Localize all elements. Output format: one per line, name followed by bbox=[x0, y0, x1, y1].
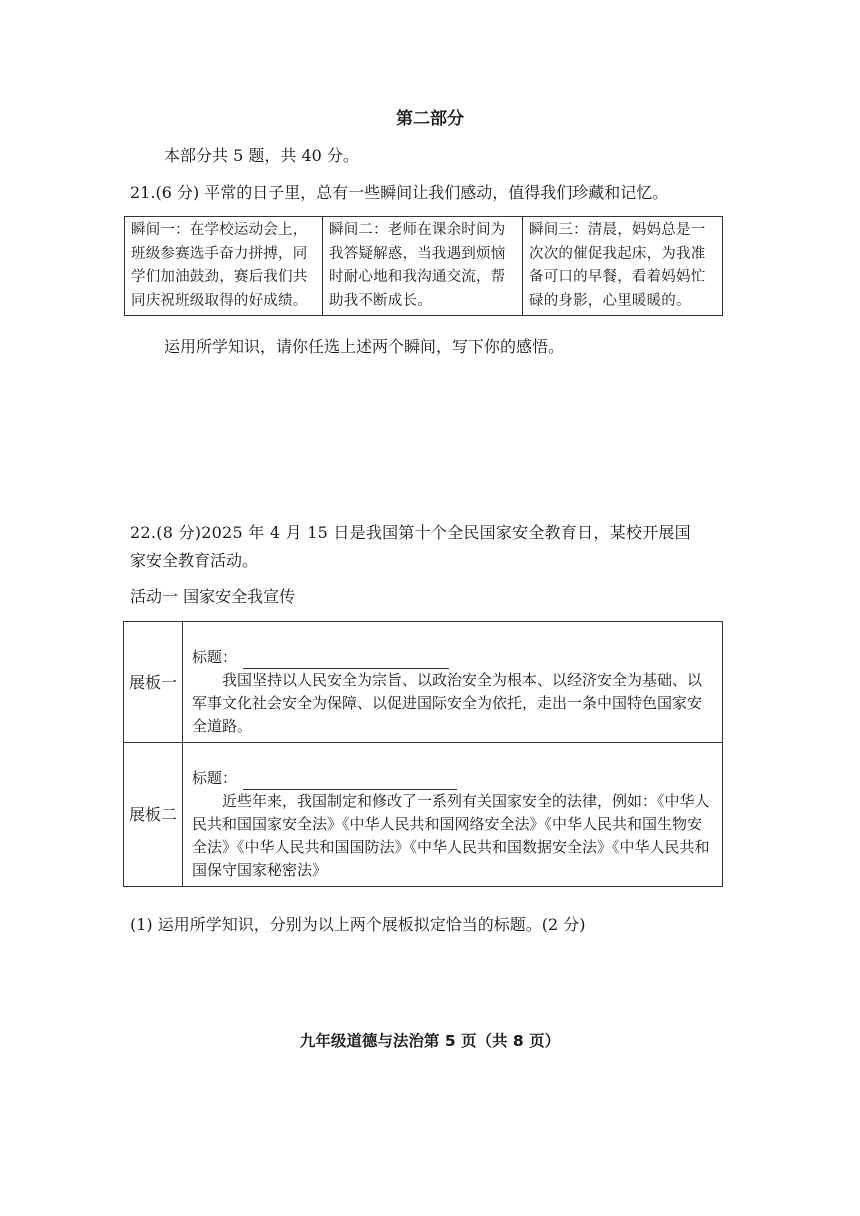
q21-moments-table bbox=[124, 216, 723, 316]
section-intro: 本部分共 5 题，共 40 分。 bbox=[164, 146, 359, 165]
board-2-title-blank bbox=[243, 775, 457, 790]
board-2-text: 近些年来，我国制定和修改了一系列有关国家安全的法律，例如：《中华人民共和国国家安全法》《中华人民共和国网络安全法》《中华人民共和国生物安全法》《中华人民共和国国防法》《中华人民共和国数据安全法》《中华人民共和国保守国家秘密法》 bbox=[192, 792, 710, 879]
board-1-content bbox=[183, 622, 723, 743]
q21-prompt: 运用所学知识，请你任选上述两个瞬间，写下你的感悟。 bbox=[164, 337, 565, 356]
moment-2: 瞬间二：老师在课余时间为我答疑解惑，当我遇到烦恼时耐心地和我沟通交流，帮助我不断成长。 bbox=[323, 217, 523, 316]
activity-1-heading: 活动一 国家安全我宣传 bbox=[130, 587, 296, 606]
page-footer: 九年级道德与法治第 5 页（共 8 页） bbox=[299, 1032, 561, 1050]
q21-stem: 21.(6 分) 平常的日子里，总有一些瞬间让我们感动，值得我们珍藏和记忆。 bbox=[130, 183, 669, 202]
board-1-title-label: 标题： bbox=[192, 648, 238, 666]
board-2-label: 展板二 bbox=[124, 743, 183, 887]
board-1-title-row bbox=[192, 646, 714, 669]
board-2-content bbox=[183, 743, 723, 887]
q22-stem-line2: 家安全教育活动。 bbox=[130, 551, 259, 570]
board-1-text: 我国坚持以人民安全为宗旨、以政治安全为根本、以经济安全为基础、以军事文化社会安全为保障、以促进国际安全为依托，走出一条中国特色国家安全道路。 bbox=[192, 671, 703, 735]
q22-stem-line1: 22.(8 分)2025 年 4 月 15 日是我国第十个全民国家安全教育日，某校开展国 bbox=[130, 523, 691, 542]
q22-sub1: (1) 运用所学知识，分别为以上两个展板拟定恰当的标题。(2 分) bbox=[130, 915, 586, 934]
section-title: 第二部分 bbox=[396, 109, 464, 129]
exhibition-boards-table bbox=[123, 621, 723, 887]
moment-1: 瞬间一：在学校运动会上，班级参赛选手奋力拼搏，同学们加油鼓劲，赛后我们共同庆祝班级取得的好成绩。 bbox=[125, 217, 323, 316]
board-2-title-label: 标题： bbox=[192, 769, 238, 787]
board-2-title-row bbox=[192, 767, 714, 790]
board-1-title-blank bbox=[243, 654, 449, 669]
board-1-label: 展板一 bbox=[124, 622, 183, 743]
moment-3: 瞬间三：清晨，妈妈总是一次次的催促我起床，为我准备可口的早餐，看着妈妈忙碌的身影，心里暖暖的。 bbox=[523, 217, 723, 316]
